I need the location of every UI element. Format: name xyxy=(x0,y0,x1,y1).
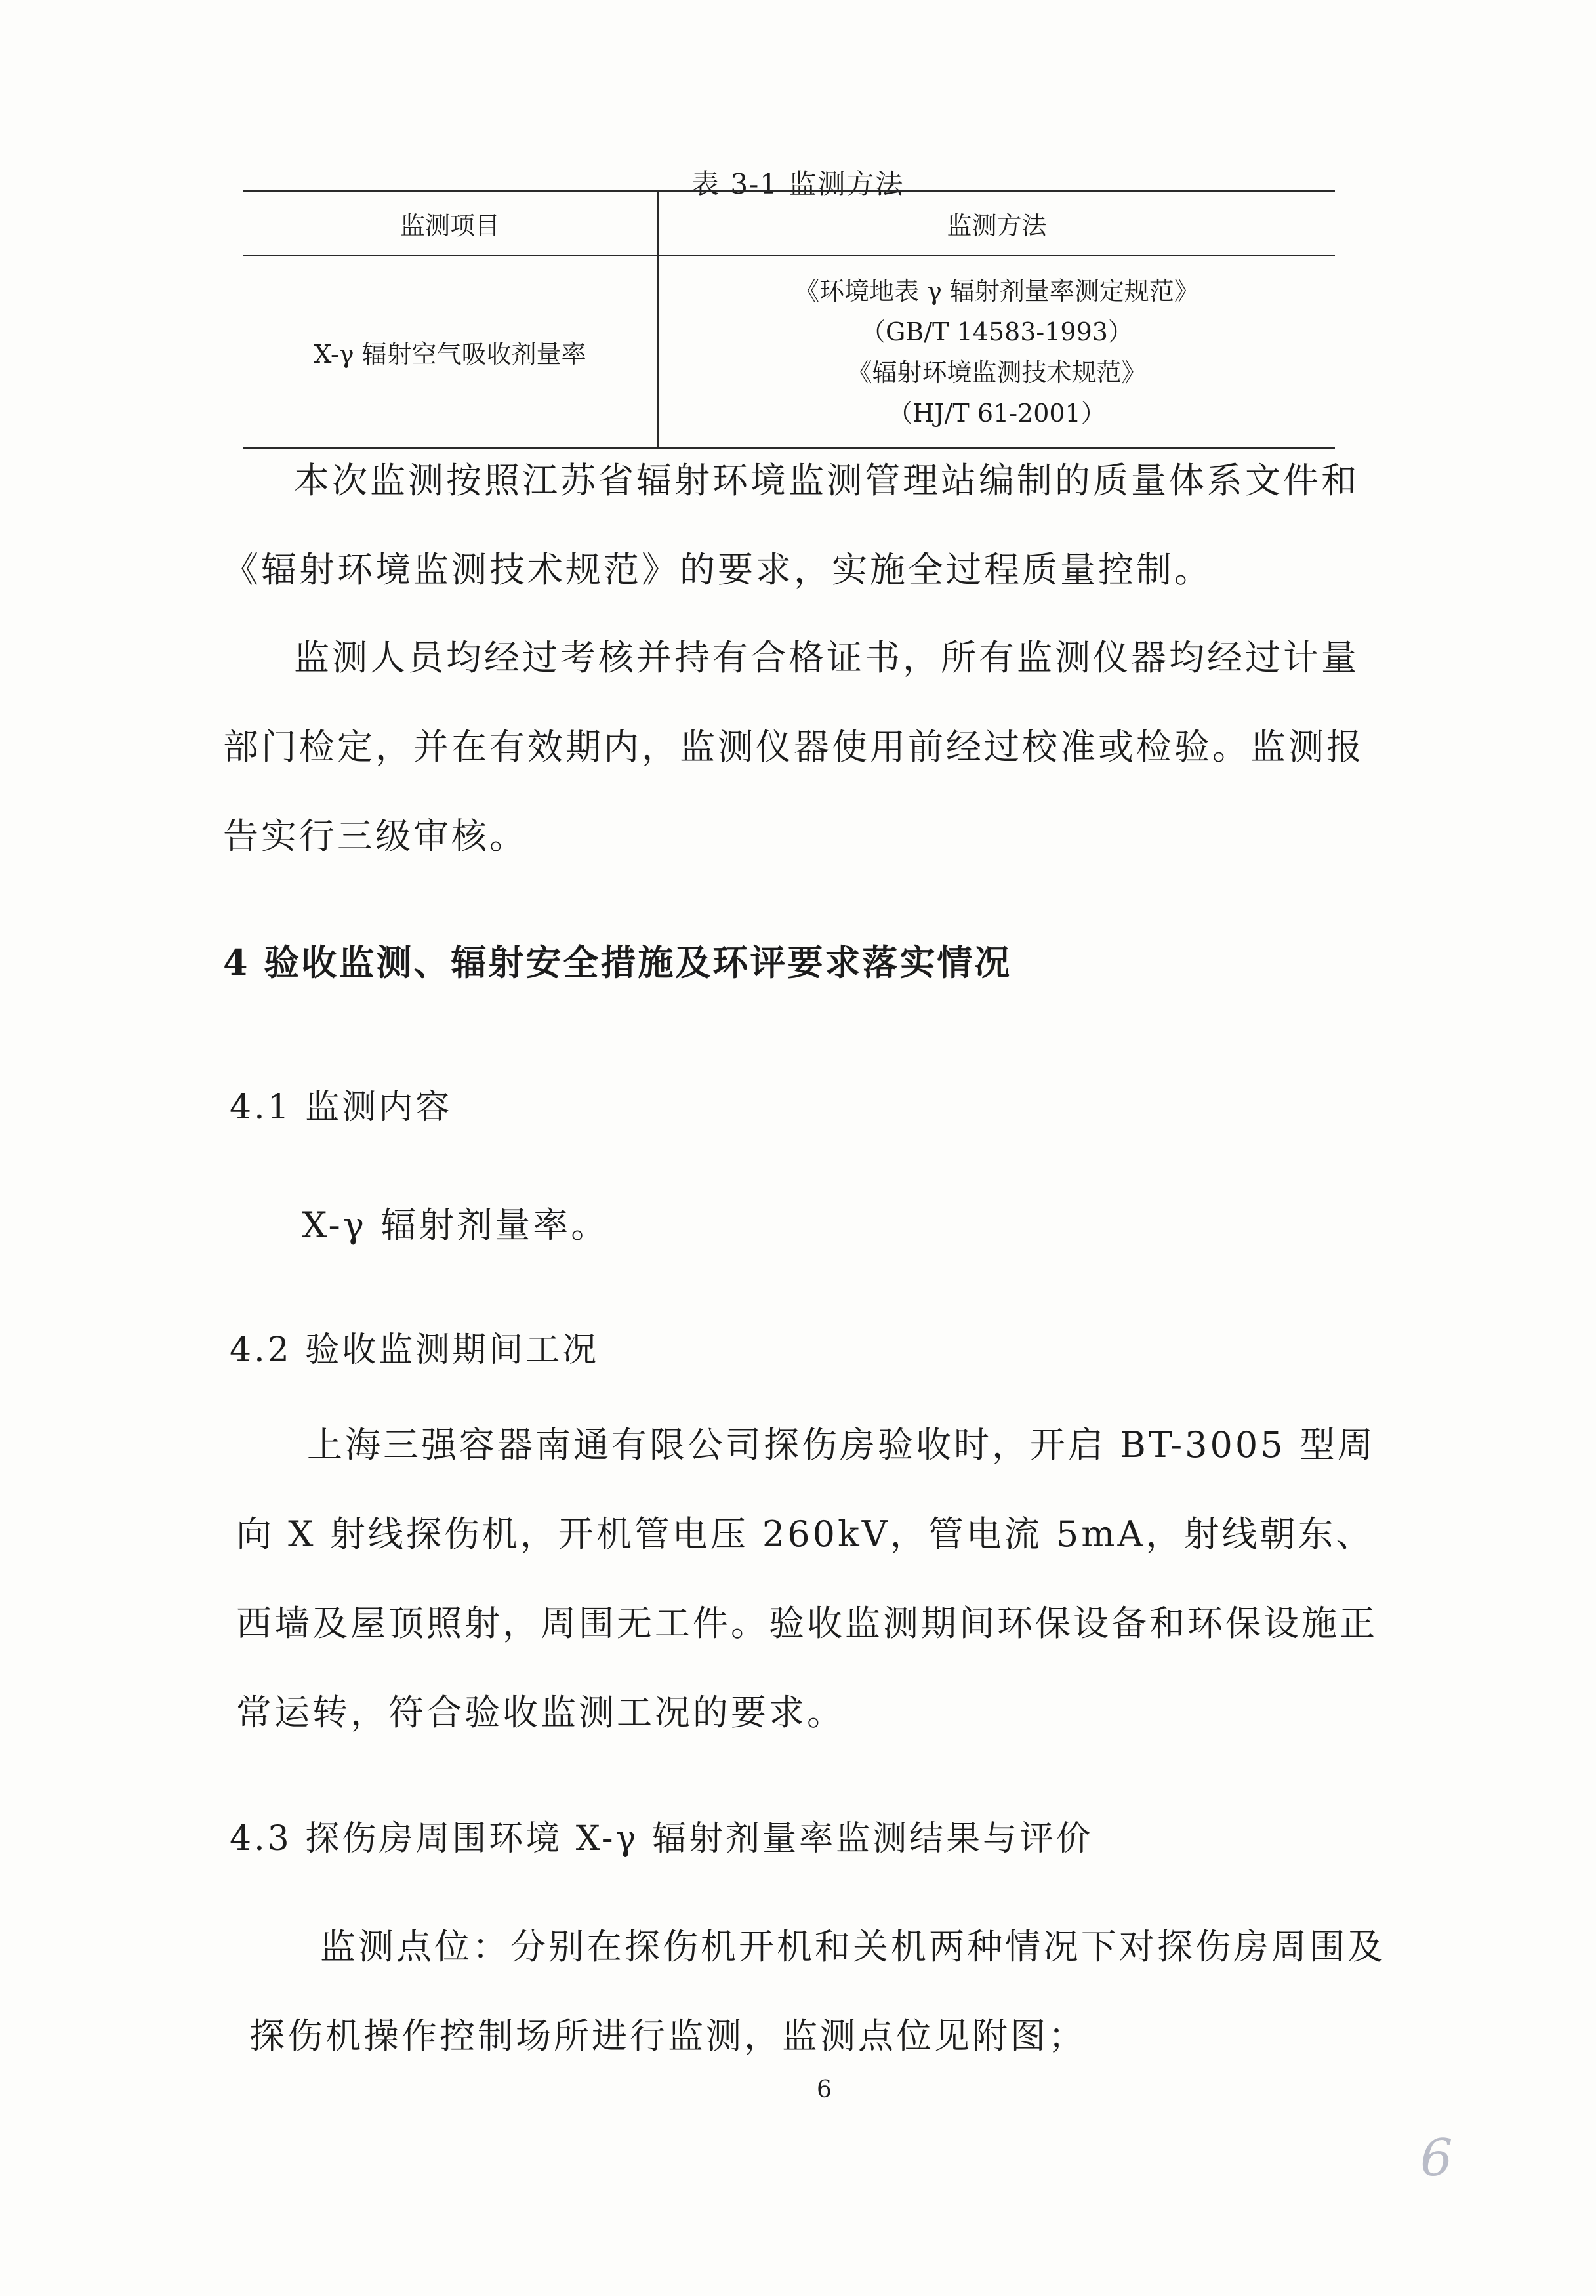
table-row xyxy=(243,256,1335,449)
table-cell-item: X-γ 辐射空气吸收剂量率 xyxy=(243,256,658,449)
section-4-2-heading: 4.2 验收监测期间工况 xyxy=(230,1330,600,1370)
section-4-heading: 4 验收监测、辐射安全措施及环评要求落实情况 xyxy=(223,941,1012,983)
method-line: 《环境地表 γ 辐射剂量率测定规范》 xyxy=(794,276,1199,306)
table-header-item: 监测项目 xyxy=(243,192,658,256)
section-4-3-heading: 4.3 探伤房周围环境 X-γ 辐射剂量率监测结果与评价 xyxy=(230,1819,1094,1858)
page-number: 6 xyxy=(817,2076,832,2103)
section-4-1-text: X-γ 辐射剂量率。 xyxy=(302,1204,609,1246)
section-4-1-heading: 4.1 监测内容 xyxy=(230,1088,453,1127)
method-line: 《辐射环境监测技术规范》 xyxy=(847,358,1147,387)
handwritten-page-number: 6 xyxy=(1420,2129,1453,2188)
section-4-3-text: 监测点位：分别在探伤机开机和关机两种情况下对探伤房周围及探伤机操作控制场所进行监测，监测点位见附图； xyxy=(249,1926,1385,2057)
table-caption: 表 3-1 监测方法 xyxy=(691,168,905,200)
table-cell-methods xyxy=(658,256,1335,449)
table-header-method: 监测方法 xyxy=(658,192,1335,256)
quality-control-paragraph: 本次监测按照江苏省辐射环境监测管理站编制的质量体系文件和《辐射环境监测技术规范》的要求，实施全过程质量控制。 xyxy=(223,460,1359,590)
methods-table xyxy=(243,190,1335,449)
table-header-row xyxy=(243,192,1335,256)
section-4-2-text: 上海三强容器南通有限公司探伤房验收时，开启 BT-3005 型周向 X 射线探伤机，开机管电压 260kV，管电流 5mA，射线朝东、西墙及屋顶照射，周围无工件。验收监测期间环保设备和环保设施正常运转，符合验收监测工况的要求。 xyxy=(236,1424,1378,1733)
method-line: （GB/T 14583-1993） xyxy=(861,317,1133,346)
personnel-paragraph: 监测人员均经过考核并持有合格证书，所有监测仪器均经过计量部门检定，并在有效期内，监测仪器使用前经过校准或检验。监测报告实行三级审核。 xyxy=(223,637,1364,857)
method-line: （HJ/T 61-2001） xyxy=(888,398,1106,428)
